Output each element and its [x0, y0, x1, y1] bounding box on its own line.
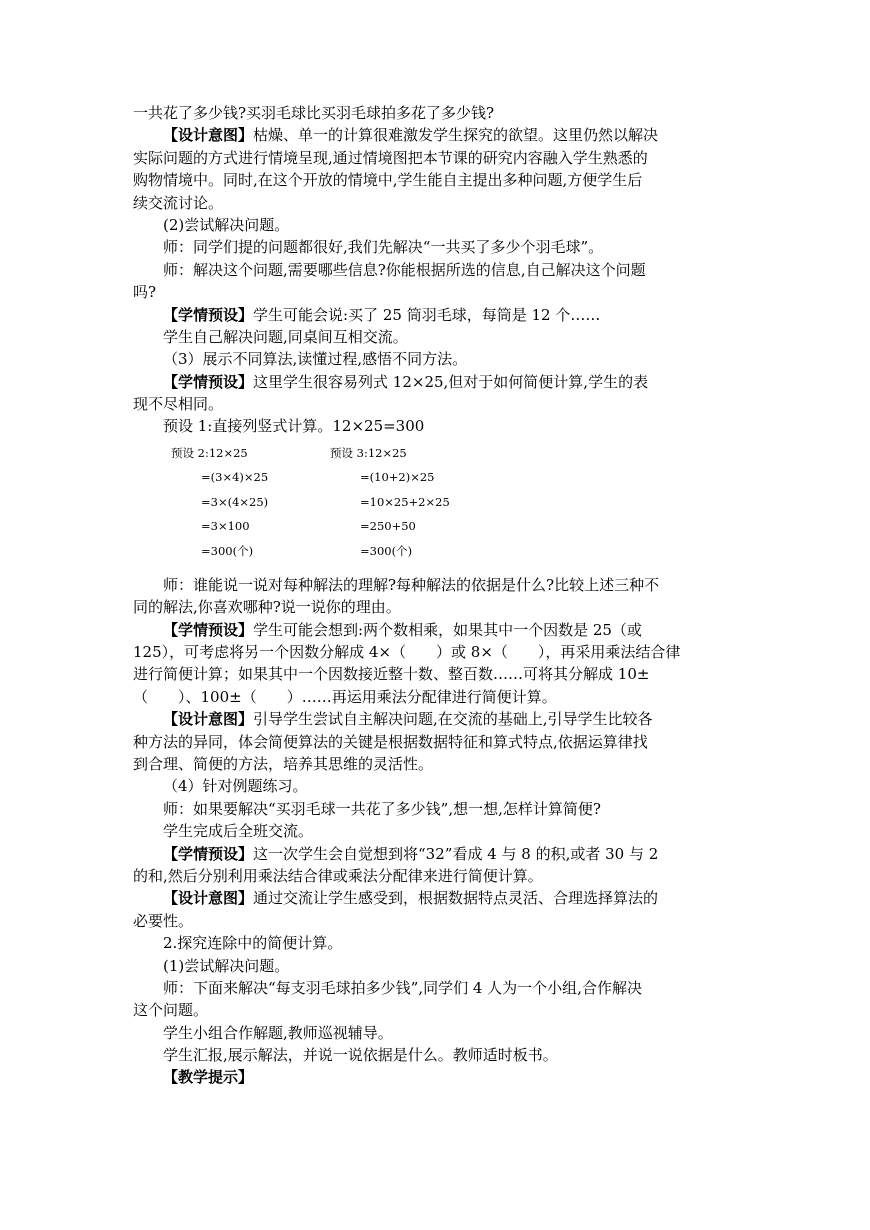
teaching-tip-tag: 【教学提示】: [163, 1068, 254, 1087]
text-line: (1)尝试解决问题。: [163, 956, 290, 975]
text-line: 预设 1:直接列竖式计算。12×25=300: [163, 417, 425, 436]
text-line: 125），可考虑将另一个因数分解成 4×（ ）或 8×（ ），再采用乘法结合律: [133, 643, 681, 662]
text-line: 【学情预设】这里学生很容易列式 12×25,但对于如何简便计算,学生的表: [163, 372, 649, 391]
text-line: 现不尽相同。: [133, 395, 224, 414]
calc-step: =(10+2)×25: [360, 470, 435, 485]
text-line: 到合理、简便的方法，培养其思维的灵活性。: [133, 754, 434, 773]
preset-2-column: [171, 441, 268, 564]
text-line: 师：解决这个问题,需要哪些信息?你能根据所选的信息,自己解决这个问题: [163, 260, 646, 279]
design-intent-tag: 【设计意图】: [163, 889, 254, 908]
text-line: （ ）、100±（ ）……再运用乘法分配律进行简便计算。: [133, 687, 557, 706]
text-line: 进行简便计算；如果其中一个因数接近整十数、整百数……可将其分解成 10±: [133, 665, 650, 684]
calc-step: =250+50: [360, 519, 416, 534]
text-line: 【设计意图】通过交流让学生感受到，根据数据特点灵活、合理选择算法的: [163, 889, 659, 908]
text-line: 实际问题的方式进行情境呈现,通过情境图把本节课的研究内容融入学生熟悉的: [133, 148, 648, 167]
text-line: 学生完成后全班交流。: [163, 822, 314, 841]
text-line: 这个问题。: [133, 1001, 209, 1020]
design-intent-tag: 【设计意图】: [163, 126, 254, 145]
calc-step: =(3×4)×25: [201, 470, 269, 485]
text-line: （4）针对例题练习。: [163, 777, 308, 796]
calc-step: =300(个): [360, 543, 413, 558]
student-preset-tag: 【学情预设】: [163, 305, 254, 324]
text-line: 师：如果要解决“买羽毛球一共花了多少钱”,想一想,怎样计算简便?: [163, 799, 601, 818]
preset-3-column: [330, 441, 450, 564]
text-line: 续交流讨论。: [133, 193, 224, 212]
text-line: 【设计意图】枯燥、单一的计算很难激发学生探究的欲望。这里仍然以解决: [163, 126, 659, 145]
student-preset-tag: 【学情预设】: [163, 372, 254, 391]
text-line: 【学情预设】学生可能会想到:两个数相乘，如果其中一个因数是 25（或: [163, 620, 642, 639]
student-preset-tag: 【学情预设】: [163, 620, 254, 639]
text-line: 【学情预设】这一次学生会自觉想到将“32”看成 4 与 8 的积,或者 30 与 2: [163, 844, 659, 863]
document-page: [133, 102, 738, 1089]
text-line: 种方法的异同，体会简便算法的关键是根据数据特征和算式特点,依据运算律找: [133, 732, 648, 751]
calc-step: =3×(4×25): [201, 494, 269, 509]
text-line: 的和,然后分别利用乘法结合律或乘法分配律来进行简便计算。: [133, 866, 543, 885]
text-line: （3）展示不同算法,读懂过程,感悟不同方法。: [163, 350, 468, 369]
text-line: 同的解法,你喜欢哪种?说一说你的理由。: [133, 598, 401, 617]
calculation-presets: [133, 441, 738, 569]
text-line: (2)尝试解决问题。: [163, 215, 290, 234]
text-line: 学生小组合作解题,教师巡视辅导。: [163, 1023, 393, 1042]
preset-2-title: 预设 2:12×25: [171, 445, 248, 460]
text-line: 吗?: [133, 283, 157, 302]
text-line: 一共花了多少钱?买羽毛球比买羽毛球拍多花了多少钱?: [133, 104, 495, 122]
calc-step: =10×25+2×25: [360, 494, 450, 509]
preset-3-title: 预设 3:12×25: [330, 445, 407, 460]
design-intent-tag: 【设计意图】: [163, 710, 254, 729]
text-line: 学生汇报,展示解法，并说一说依据是什么。教师适时板书。: [163, 1046, 558, 1065]
text-line: 【设计意图】引导学生尝试自主解决问题,在交流的基础上,引导学生比较各: [163, 710, 653, 729]
text-line: 学生自己解决问题,同桌间互相交流。: [163, 327, 408, 346]
text-line: 购物情境中。同时,在这个开放的情境中,学生能自主提出多种问题,方便学生后: [133, 171, 643, 190]
calc-step: =3×100: [201, 519, 250, 534]
section-heading: 2.探究连除中的简便计算。: [163, 934, 343, 953]
text-line: 师：下面来解决“每支羽毛球拍多少钱”,同学们 4 人为一个小组,合作解决: [163, 978, 642, 997]
text-line: 必要性。: [133, 911, 194, 930]
student-preset-tag: 【学情预设】: [163, 844, 254, 863]
calc-step: =300(个): [201, 543, 254, 558]
text-line: 【学情预设】学生可能会说:买了 25 筒羽毛球，每筒是 12 个……: [163, 305, 601, 324]
text-line: 师：同学们提的问题都很好,我们先解决“一共买了多少个羽毛球”。: [163, 238, 604, 257]
text-line: 师：谁能说一说对每种解法的理解?每种解法的依据是什么?比较上述三种不: [163, 575, 660, 594]
